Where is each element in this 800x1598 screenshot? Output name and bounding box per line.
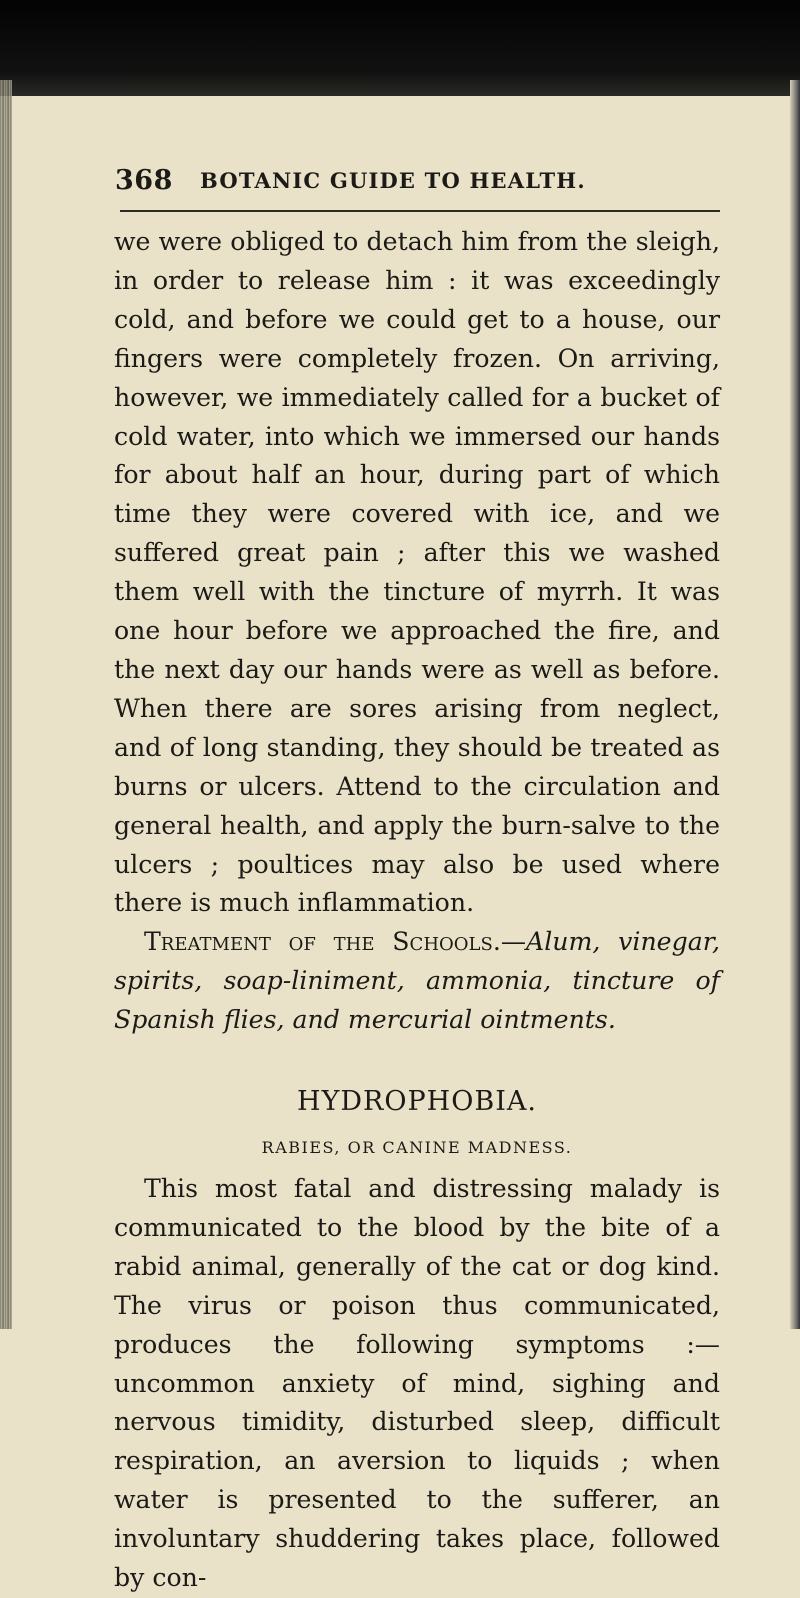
paragraph-hydrophobia: This most fatal and distressing malady is communicated to the blood by the bite of a rabid animal, generally of the cat or dog kind. The virus or poison thus communicated, produces the following symptoms :—uncommon anxiety of mind, sighing and nervous timidity, disturbed sleep, difficult respiration, an aversion to liquids ; when water is presented to the sufferer, an involuntary shuddering takes place, followed by con-: [114, 1174, 720, 1593]
page-number: 368: [115, 165, 173, 196]
paragraph-frostbite: we were obliged to detach him from the sleigh, in order to release him : it was exceedingly cold, and before we could get to a house, our fingers were completely frozen. On arriving, however, we immediately called for a bucket of cold water, into which we immersed our hands for about half an hour, during part of which time they were covered with ice, and we suffered great pain ; after this we washed them well with the tincture of myrrh. It was one hour before we approached the fire, and the next day our hands were as well as before. When there are sores arising from neglect, and of long standing, they should be treated as burns or ulcers. Attend to the circulation and general health, and apply the burn-salve to the ulcers ; poultices may also be used where there is much inflammation.: [114, 227, 720, 918]
header-rule: [120, 210, 720, 212]
section-subtitle: RABIES, OR CANINE MADNESS.: [261, 1138, 573, 1158]
section-title: HYDROPHOBIA.: [297, 1086, 537, 1118]
running-title: BOTANIC GUIDE TO HEALTH.: [200, 168, 586, 193]
treatment-dash: —: [500, 927, 527, 957]
treatment-text: Alum, vinegar, spirits, soap-liniment, ammonia, tincture of Spanish flies, and mercurial ointments.: [114, 927, 720, 1035]
page-body: [114, 223, 720, 1598]
page-header: [115, 165, 720, 205]
treatment-label: Treatment of the Schools.: [144, 927, 501, 957]
paragraph-treatment: [114, 923, 720, 1040]
